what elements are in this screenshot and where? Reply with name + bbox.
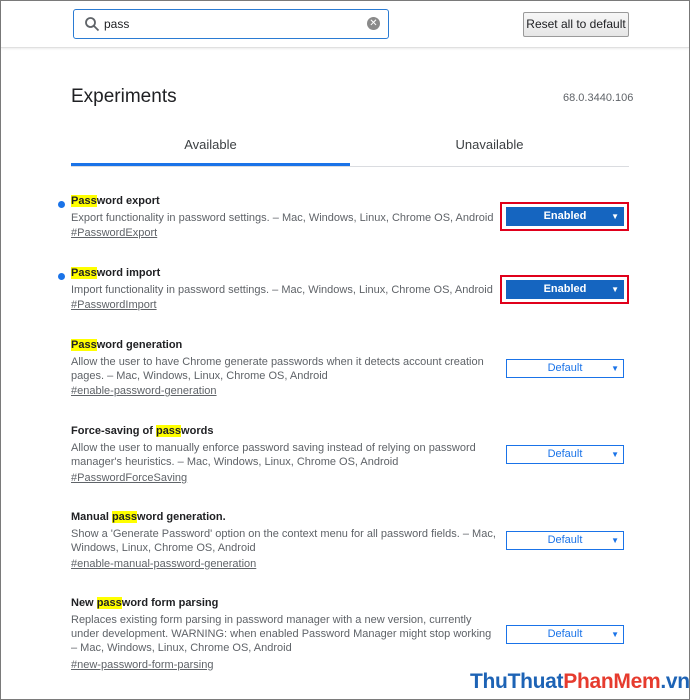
flag-permalink[interactable]: #enable-manual-password-generation bbox=[71, 558, 257, 570]
flag-permalink[interactable]: #PasswordForceSaving bbox=[71, 472, 188, 484]
tab-available[interactable]: Available bbox=[184, 137, 237, 152]
flag-state-select[interactable]: Enabled ▼ bbox=[506, 207, 624, 226]
search-match: pass bbox=[96, 597, 122, 609]
chevron-down-icon: ▼ bbox=[611, 450, 619, 459]
search-match: Pass bbox=[71, 339, 97, 351]
flag-title: Manual password generation. bbox=[71, 511, 226, 523]
flags-header bbox=[1, 1, 689, 48]
flag-description: Allow the user to have Chrome generate passwords when it detects account creation pages. – Mac, Windows, Linux, Chrome OS, Android bbox=[71, 356, 484, 382]
flag-permalink[interactable]: #enable-password-generation bbox=[71, 385, 217, 397]
search-match: Pass bbox=[71, 267, 97, 279]
flag-title: Password import bbox=[71, 267, 161, 279]
flag-title: Password export bbox=[71, 195, 160, 207]
chevron-down-icon: ▼ bbox=[611, 212, 619, 221]
tab-bar bbox=[71, 126, 629, 167]
tab-unavailable[interactable]: Unavailable bbox=[455, 137, 524, 152]
flag-title: Force-saving of passwords bbox=[71, 425, 214, 437]
chevron-down-icon: ▼ bbox=[611, 536, 619, 545]
flag-state-select[interactable]: Default ▼ bbox=[506, 445, 624, 464]
chevron-down-icon: ▼ bbox=[611, 364, 619, 373]
flag-state-select[interactable]: Default ▼ bbox=[506, 359, 624, 378]
flag-state-select[interactable]: Default ▼ bbox=[506, 531, 624, 550]
search-match: pass bbox=[155, 425, 182, 437]
flag-description: Import functionality in password settings. – Mac, Windows, Linux, Chrome OS, Android bbox=[71, 284, 493, 296]
clear-icon[interactable]: ✕ bbox=[367, 17, 380, 30]
search-match: pass bbox=[111, 511, 138, 523]
chevron-down-icon: ▼ bbox=[611, 285, 619, 294]
flag-title: Password generation bbox=[71, 339, 183, 351]
search-icon bbox=[84, 16, 100, 32]
flag-description: Export functionality in password settings. – Mac, Windows, Linux, Chrome OS, Android bbox=[71, 212, 494, 224]
flag-description: Replaces existing form parsing in password manager with a new version, currently under development. WARNING: when enabled Password Manager might stop working – Mac, Windows, Linux, Chrome OS, Android bbox=[71, 614, 492, 654]
watermark: ThuThuatPhanMem.vn bbox=[470, 670, 690, 693]
flag-title: New password form parsing bbox=[71, 597, 219, 609]
search-match: Pass bbox=[71, 195, 97, 207]
search-input[interactable] bbox=[104, 15, 354, 33]
page-title: Experiments bbox=[71, 86, 177, 107]
modified-indicator bbox=[58, 201, 65, 208]
flag-permalink[interactable]: #new-password-form-parsing bbox=[71, 659, 214, 671]
modified-indicator bbox=[58, 273, 65, 280]
flag-permalink[interactable]: #PasswordImport bbox=[71, 299, 157, 311]
search-box[interactable] bbox=[73, 9, 389, 39]
flag-permalink[interactable]: #PasswordExport bbox=[71, 227, 158, 239]
active-tab-indicator bbox=[71, 163, 350, 166]
reset-all-button[interactable]: Reset all to default bbox=[523, 12, 629, 37]
flag-state-select[interactable]: Enabled ▼ bbox=[506, 280, 624, 299]
flag-state-select[interactable]: Default ▼ bbox=[506, 625, 624, 644]
chevron-down-icon: ▼ bbox=[611, 630, 619, 639]
flag-description: Allow the user to manually enforce password saving instead of relying on password manager's heuristics. – Mac, Windows, Linux, Chrome OS, Android bbox=[71, 442, 476, 468]
version-label: 68.0.3440.106 bbox=[563, 92, 634, 104]
flag-description: Show a 'Generate Password' option on the context menu for all password fields. – Mac, Windows, Linux, Chrome OS, Android bbox=[71, 528, 496, 554]
